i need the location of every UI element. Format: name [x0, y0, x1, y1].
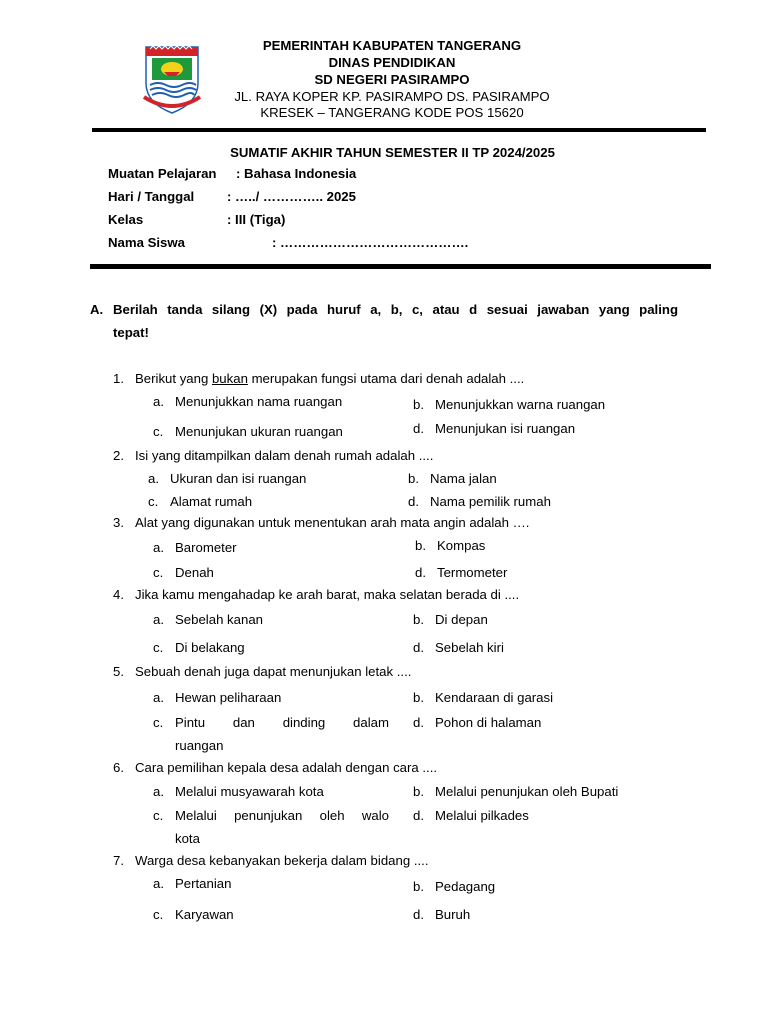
question-text: Alat yang digunakan untuk menentukan arah mata angin adalah …. [135, 515, 530, 530]
q6-option-b[interactable]: b. Melalui penunjukan oleh Bupati [413, 784, 619, 799]
header-divider [92, 128, 706, 132]
q1-option-b[interactable]: b. Menunjukkan warna ruangan [413, 397, 606, 412]
q7-option-b[interactable]: b. Pedagang [413, 879, 496, 894]
header-department: DINAS PENDIDIKAN [328, 55, 456, 70]
q2-option-b[interactable]: b. Nama jalan [408, 471, 497, 486]
question-text: Isi yang ditampilkan dalam denah rumah adalah .... [135, 448, 434, 463]
subject-value: : Bahasa Indonesia [236, 166, 357, 181]
section-a-letter: A. [90, 302, 104, 317]
question-number: 1. [113, 371, 124, 386]
q3-option-c[interactable]: c. Denah [153, 565, 214, 580]
q5-option-d[interactable]: d. Pohon di halaman [413, 715, 542, 730]
student-name-value: : ……………………………………. [272, 235, 469, 250]
date-label: Hari / Tanggal [108, 189, 195, 204]
q6-option-d[interactable]: d. Melalui pilkades [413, 808, 529, 823]
section-a-instruction-text: Berilah tanda silang (X) pada huruf a, b, c, atau d sesuai jawaban yang paling [113, 302, 678, 317]
q1-option-d[interactable]: d. Menunjukan isi ruangan [413, 421, 576, 436]
info-divider [90, 264, 711, 269]
question-3 [113, 515, 529, 530]
student-name-label: Nama Siswa [108, 235, 185, 250]
question-text: Jika kamu mengahadap ke arah barat, maka selatan berada di .... [135, 587, 520, 602]
q5-option-c-line2: ruangan [175, 738, 224, 753]
q4-option-b[interactable]: b. Di depan [413, 612, 488, 627]
section-a-instruction [113, 302, 678, 317]
question-4 [113, 587, 519, 602]
question-number: 6. [113, 760, 124, 775]
question-5 [113, 664, 411, 679]
q4-option-d[interactable]: d. Sebelah kiri [413, 640, 504, 655]
question-text-rest: merupakan fungsi utama dari denah adalah .... [247, 371, 525, 386]
option-text: Melalui penunjukan oleh walo [175, 808, 389, 823]
q3-option-b[interactable]: b. Kompas [415, 538, 486, 553]
question-7 [113, 853, 428, 868]
class-label: Kelas [108, 212, 144, 227]
question-text: Cara pemilihan kepala desa adalah dengan cara .... [135, 760, 438, 775]
q5-option-b[interactable]: b. Kendaraan di garasi [413, 690, 554, 705]
question-number: 3. [113, 515, 124, 530]
section-a-instruction-line2: tepat! [113, 325, 149, 340]
question-1 [113, 371, 524, 386]
q3-option-a[interactable]: a. Barometer [153, 540, 237, 555]
date-value: : …../ ………….. 2025 [227, 189, 356, 204]
q7-option-a[interactable]: a. Pertanian [153, 876, 232, 891]
subject-label: Muatan Pelajaran [108, 166, 217, 181]
q4-option-a[interactable]: a. Sebelah kanan [153, 612, 263, 627]
q2-option-c[interactable]: c. Alamat rumah [148, 494, 253, 509]
question-text-underlined: bukan [211, 371, 248, 386]
q5-option-a[interactable]: a. Hewan peliharaan [153, 690, 282, 705]
question-number: 7. [113, 853, 124, 868]
q2-option-a[interactable]: a. Ukuran dan isi ruangan [148, 471, 307, 486]
q7-option-d[interactable]: d. Buruh [413, 907, 471, 922]
question-number: 2. [113, 448, 124, 463]
q4-option-c[interactable]: c. Di belakang [153, 640, 245, 655]
header-address: JL. RAYA KOPER KP. PASIRAMPO DS. PASIRAMPO [234, 89, 550, 104]
question-text: Sebuah denah juga dapat menunjukan letak .... [135, 664, 412, 679]
q6-option-c[interactable]: c. Melalui penunjukan oleh walo [153, 808, 389, 823]
exam-title: SUMATIF AKHIR TAHUN SEMESTER II TP 2024/2025 [230, 145, 555, 160]
header-city-postcode: KRESEK – TANGERANG KODE POS 15620 [260, 105, 524, 120]
header-government: PEMERINTAH KABUPATEN TANGERANG [262, 38, 522, 53]
header-school-name: SD NEGERI PASIRAMPO [314, 72, 470, 87]
q3-option-d[interactable]: d. Termometer [415, 565, 508, 580]
q6-option-c-line2: kota [175, 831, 200, 846]
question-2 [113, 448, 433, 463]
question-text: Warga desa kebanyakan bekerja dalam bidang .... [135, 853, 429, 868]
question-number: 4. [113, 587, 124, 602]
question-number: 5. [113, 664, 124, 679]
class-value: : III (Tiga) [227, 212, 286, 227]
q7-option-c[interactable]: c. Karyawan [153, 907, 234, 922]
option-text: Pintu dan dinding dalam [175, 715, 389, 730]
q1-option-c[interactable]: c. Menunjukan ukuran ruangan [153, 424, 343, 439]
q5-option-c[interactable]: c. Pintu dan dinding dalam [153, 715, 389, 730]
school-logo-icon [140, 43, 204, 115]
q6-option-a[interactable]: a. Melalui musyawarah kota [153, 784, 324, 799]
question-6 [113, 760, 437, 775]
question-text: Berikut yang [135, 371, 212, 386]
q1-option-a[interactable]: a. Menunjukkan nama ruangan [153, 394, 343, 409]
q2-option-d[interactable]: d. Nama pemilik rumah [408, 494, 551, 509]
